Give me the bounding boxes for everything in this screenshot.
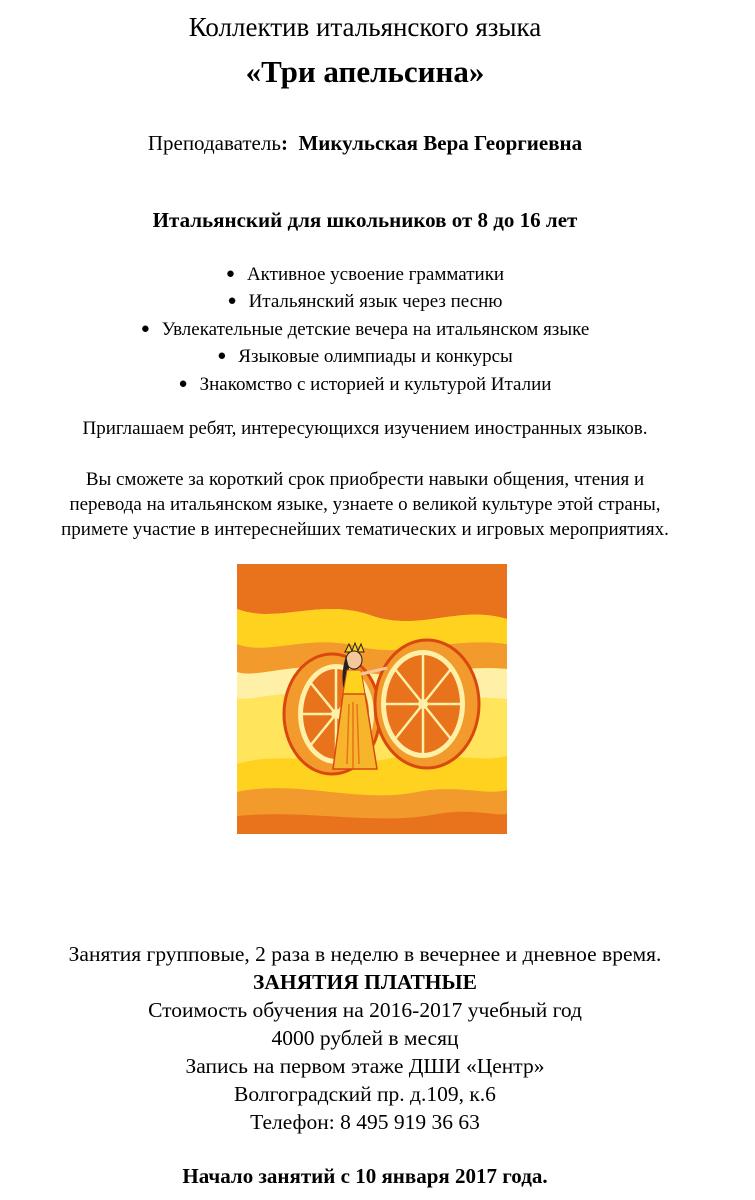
cost-label: Стоимость обучения на 2016-2017 учебный год bbox=[148, 998, 582, 1022]
list-item: ● Языковые олимпиады и конкурсы bbox=[217, 346, 513, 368]
price-text: 4000 рублей в месяц bbox=[271, 1026, 459, 1050]
bullet-icon: ● bbox=[140, 320, 150, 337]
list-item: ● Активное усвоение грамматики bbox=[225, 264, 505, 285]
list-item: ● Увлекательные детские вечера на итальянском языке bbox=[140, 318, 590, 340]
paid-notice: ЗАНЯТИЯ ПЛАТНЫЕ bbox=[253, 970, 477, 994]
group-name: «Три апельсина» bbox=[245, 54, 485, 89]
sky-band-top bbox=[237, 564, 507, 621]
list-item: ● Знакомство с историей и культурой Италии bbox=[178, 373, 552, 395]
bullet-icon: ● bbox=[225, 266, 235, 282]
teacher-name: Микульская Вера Георгиевна bbox=[298, 131, 583, 155]
bullet-icon: ● bbox=[217, 348, 227, 365]
start-date-text: Начало занятий с 10 января 2017 года. bbox=[182, 1164, 548, 1188]
three-oranges-illustration bbox=[237, 564, 507, 834]
features-list bbox=[0, 262, 730, 399]
address-text: Волгоградский пр. д.109, к.6 bbox=[234, 1082, 496, 1106]
description-line: Вы сможете за короткий срок приобрести навыки общения, чтения и bbox=[85, 469, 645, 490]
teacher-separator: : bbox=[280, 131, 288, 155]
enroll-location: Запись на первом этаже ДШИ «Центр» bbox=[185, 1054, 545, 1078]
description-line: примете участие в интереснейших тематических и игровых мероприятиях. bbox=[61, 519, 669, 540]
bullet-icon: ● bbox=[178, 375, 188, 392]
schedule-text: Занятия групповые, 2 раза в неделю в вечернее и дневное время. bbox=[68, 942, 662, 966]
description-paragraph bbox=[0, 467, 730, 542]
right-orange-half-icon bbox=[375, 640, 479, 768]
phone-text: Телефон: 8 495 919 36 63 bbox=[250, 1110, 480, 1134]
description-line: перевода на итальянском языке, узнаете о великой культуре этой страны, bbox=[69, 494, 661, 515]
teacher-line bbox=[0, 131, 730, 156]
bullet-icon: ● bbox=[227, 293, 237, 310]
collective-title: Коллектив итальянского языка bbox=[188, 12, 542, 42]
invite-text: Приглашаем ребят, интересующихся изучением иностранных языков. bbox=[82, 418, 648, 439]
teacher-label: Преподаватель bbox=[147, 131, 281, 155]
list-item: ● Итальянский язык через песню bbox=[227, 291, 503, 313]
course-title: Итальянский для школьников от 8 до 16 лет bbox=[152, 208, 578, 232]
